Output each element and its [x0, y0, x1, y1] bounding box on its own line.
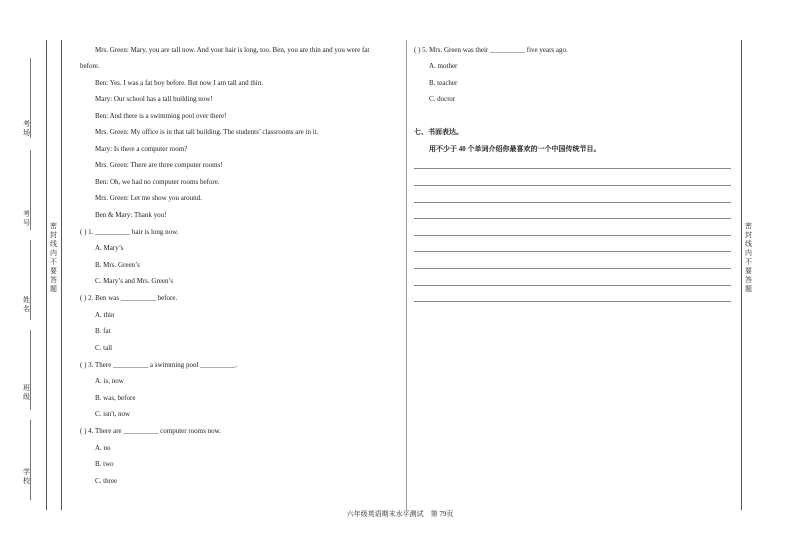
answer-option: A. no: [95, 444, 111, 452]
answer-option: B. was, before: [95, 394, 136, 402]
binding-line-inner: [61, 40, 62, 510]
dialogue-line: Mrs. Green: Let me show you around.: [95, 194, 202, 202]
field-line-name: [30, 240, 31, 320]
answer-option: C. doctor: [429, 95, 456, 103]
writing-line: [414, 235, 731, 236]
writing-line: [414, 202, 731, 203]
answer-option: A. Mary’s: [95, 244, 124, 252]
dialogue-line: Ben & Mary: Thank you!: [95, 211, 167, 219]
question-stem: ( ) 1. __________ hair is long now.: [80, 228, 179, 236]
field-line-exam-number: [30, 150, 31, 230]
answer-option: A. thin: [95, 311, 115, 319]
binding-line-right: [741, 40, 742, 510]
question-stem: ( ) 3. There __________ a swimming pool __________.: [80, 361, 237, 369]
answer-option: B. two: [95, 460, 114, 468]
dialogue-line: Ben: And there is a swimming pool over there!: [95, 112, 227, 120]
field-line-class: [30, 330, 31, 410]
answer-option: C. Mary’s and Mrs. Green’s: [95, 277, 174, 285]
writing-line: [414, 268, 731, 269]
dialogue-line: Mary: Our school has a tall building now!: [95, 95, 213, 103]
writing-line: [414, 285, 731, 286]
answer-option: C. three: [95, 477, 118, 485]
dialogue-line: Mrs. Green: There are three computer rooms!: [95, 161, 223, 169]
dialogue-line: Ben: Yes. I was a fat boy before. But now I am tall and thin.: [95, 79, 263, 87]
section-title: 七、书面表达。: [414, 128, 463, 136]
answer-option: B. fat: [95, 327, 111, 335]
field-label-name: 姓名: [23, 296, 30, 313]
writing-instruction: 用不少于 40 个单词介绍你最喜欢的一个中国传统节目。: [429, 145, 601, 153]
writing-line: [414, 301, 731, 302]
seal-text-right: 密封线内不要答题: [745, 222, 752, 293]
dialogue-line: Ben: Oh, we had no computer rooms before.: [95, 178, 220, 186]
writing-line: [414, 185, 731, 186]
writing-line: [414, 218, 731, 219]
dialogue-line: Mrs. Green: Mary, you are tall now. And your hair is long, too. Ben, you are thin and you were fat: [95, 46, 370, 54]
writing-line: [414, 251, 731, 252]
question-stem: ( ) 4. There are __________ computer rooms now.: [80, 427, 221, 435]
answer-option: A. is, now: [95, 377, 124, 385]
binding-line-outer: [46, 40, 47, 510]
column-divider: [406, 40, 407, 510]
page-footer: 六年级英语期末水平测试 第 79页: [346, 510, 454, 518]
field-line-school: [30, 420, 31, 500]
answer-option: B. Mrs. Green’s: [95, 261, 140, 269]
writing-line: [414, 168, 731, 169]
seal-text-left: 密封线内不要答题: [50, 222, 57, 293]
field-label-school: 学校: [23, 468, 30, 485]
field-line-exam-room: [30, 58, 31, 138]
dialogue-line: Mary: Is there a computer room?: [95, 145, 188, 153]
dialogue-line: before.: [80, 62, 100, 70]
answer-option: C. isn't, now: [95, 410, 131, 418]
answer-option: B. teacher: [429, 79, 458, 87]
answer-option: C. tall: [95, 344, 113, 352]
dialogue-line: Mrs. Green: My office is in that tall building. The students’ classrooms are in it.: [95, 128, 319, 136]
field-label-exam-room: 考场: [23, 120, 30, 137]
question-stem: ( ) 2. Ben was __________ before.: [80, 294, 178, 302]
question-stem: ( ) 5. Mrs. Green was their __________ five years ago.: [414, 46, 568, 54]
answer-option: A. mother: [429, 62, 458, 70]
field-label-exam-number: 考号: [23, 210, 30, 227]
field-label-class: 班级: [23, 384, 30, 401]
